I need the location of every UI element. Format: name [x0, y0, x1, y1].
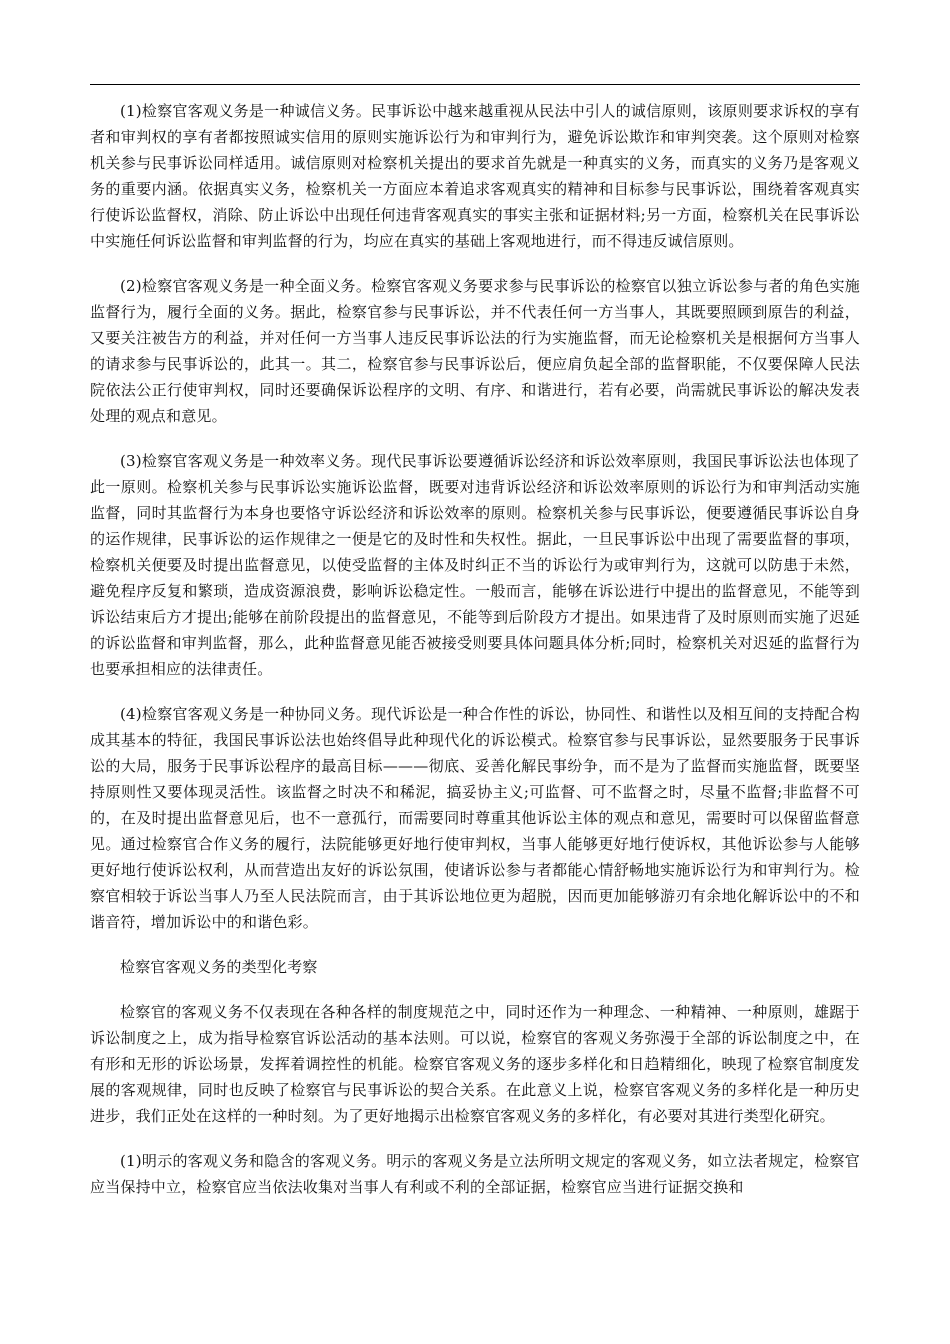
paragraph-typology-intro: 检察官的客观义务不仅表现在各种各样的制度规范之中，同时还作为一种理念、一种精神、一种原则，雄踞于诉讼制度之上，成为指导检察官诉讼活动的基本法则。可以说，检察官的客观义务弥漫于全部的诉讼制度之中，在有形和无形的诉讼场景，发挥着调控性的机能。检察官客观义务的逐步多样化和日趋精细化，映现了检察官制度发展的客观规律，同时也反映了检察官与民事诉讼的契合关系。在此意义上说，检察官客观义务的多样化是一种历史进步，我们正处在这样的一种时刻。为了更好地揭示出检察官客观义务的多样化，有必要对其进行类型化研究。 [90, 1003, 860, 1125]
header-rule [90, 84, 860, 85]
document-body [90, 98, 860, 1219]
paragraph-efficiency-duty: (3)检察官客观义务是一种效率义务。现代民事诉讼要遵循诉讼经济和诉讼效率原则，我国民事诉讼法也体现了此一原则。检察机关参与民事诉讼实施诉讼监督，既要对违背诉讼经济和诉讼效率原则的诉讼行为和审判活动实施监督，同时其监督行为本身也要恪守诉讼经济和诉讼效率的原则。检察机关参与民事诉讼，便要遵循民事诉讼自身的运作规律，民事诉讼的运作规律之一便是它的及时性和失权性。据此，一旦民事诉讼中出现了需要监督的事项，检察机关便要及时提出监督意见，以使受监督的主体及时纠正不当的诉讼行为或审判行为，这就可以防患于未然，避免程序反复和繁琐，造成资源浪费，影响诉讼稳定性。一般而言，能够在诉讼进行中提出的监督意见，不能等到诉讼结束后方才提出;能够在前阶段提出的监督意见，不能等到后阶段方才提出。如果违背了及时原则而实施了迟延的诉讼监督和审判监督，那么，此种监督意见能否被接受则要具体问题具体分析;同时，检察机关对迟延的监督行为也要承担相应的法律责任。 [90, 452, 860, 678]
paragraph-explicit-implicit-duty: (1)明示的客观义务和隐含的客观义务。明示的客观义务是立法所明文规定的客观义务，如立法者规定，检察官应当保持中立，检察官应当依法收集对当事人有利或不利的全部证据，检察官应当进行证据交换和 [90, 1152, 860, 1196]
paragraph-cooperation-duty: (4)检察官客观义务是一种协同义务。现代诉讼是一种合作性的诉讼，协同性、和谐性以及相互间的支持配合构成其基本的特征，我国民事诉讼法也始终倡导此种现代化的诉讼模式。检察官参与民事诉讼，显然要服务于民事诉讼的大局，服务于民事诉讼程序的最高目标———彻底、妥善化解民事纷争，而不是为了监督而实施监督，既要坚持原则性又要体现灵活性。该监督之时决不和稀泥，搞妥协主义;可监督、可不监督之时，尽量不监督;非监督不可的，在及时提出监督意见后，也不一意孤行，而需要同时尊重其他诉讼主体的观点和意见，需要时可以保留监督意见。通过检察官合作义务的履行，法院能够更好地行使审判权，当事人能够更好地行使诉权，其他诉讼参与人能够更好地行使诉讼权利，从而营造出友好的诉讼氛围，使诸诉讼参与者都能心情舒畅地实施诉讼行为和审判行为。检察官相较于诉讼当事人乃至人民法院而言，由于其诉讼地位更为超脱，因而更加能够游刃有余地化解诉讼中的不和谐音符，增加诉讼中的和谐色彩。 [90, 705, 861, 931]
section-heading: 检察官客观义务的类型化考察 [120, 958, 318, 976]
paragraph-good-faith-duty: (1)检察官客观义务是一种诚信义务。民事诉讼中越来越重视从民法中引人的诚信原则，该原则要求诉权的享有者和审判权的享有者都按照诚实信用的原则实施诉讼行为和审判行为，避免诉讼欺诈和审判突袭。这个原则对检察机关参与民事诉讼同样适用。诚信原则对检察机关提出的要求首先就是一种真实的义务，而真实的义务乃是客观义务的重要内涵。依据真实义务，检察机关一方面应本着追求客观真实的精神和目标参与民事诉讼，围绕着客观真实行使诉讼监督权，消除、防止诉讼中出现任何违背客观真实的事实主张和证据材料;另一方面，检察机关在民事诉讼中实施任何诉讼监督和审判监督的行为，均应在真实的基础上客观地进行，而不得违反诚信原则。 [90, 102, 860, 250]
paragraph-comprehensive-duty: (2)检察官客观义务是一种全面义务。检察官客观义务要求参与民事诉讼的检察官以独立诉讼参与者的角色实施监督行为，履行全面的义务。据此，检察官参与民事诉讼，并不代表任何一方当事人，其既要照顾到原告的利益，又要关注被告方的利益，并对任何一方当事人违反民事诉讼法的行为实施监督，而无论检察机关是根据何方当事人的请求参与民事诉讼的，此其一。其二，检察官参与民事诉讼后，便应肩负起全部的监督职能，不仅要保障人民法院依法公正行使审判权，同时还要确保诉讼程序的文明、有序、和谐进行，若有必要，尚需就民事诉讼的解决发表处理的观点和意见。 [90, 277, 860, 425]
